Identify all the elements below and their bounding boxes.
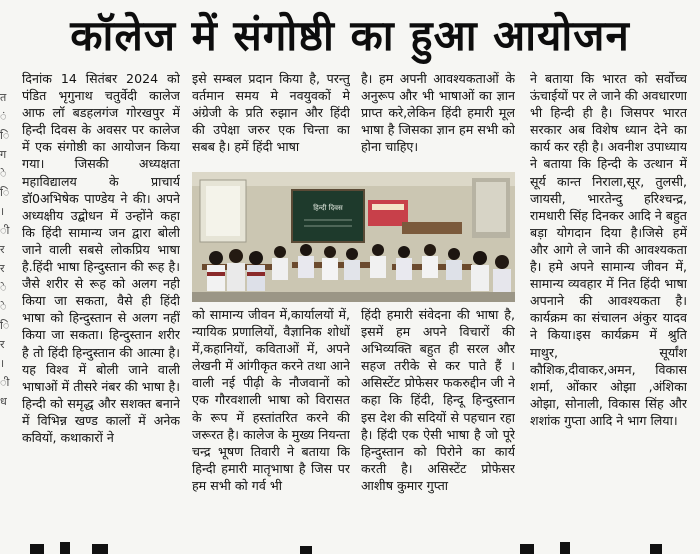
next-headline-cutoff [0, 538, 700, 554]
event-photo [192, 172, 515, 302]
article-column-2-top: इसे सम्बल प्रदान किया है, परन्तु वर्तमान समय मे नवयुवकों मे अंग्रेजी के प्रति रुझान और हिंदी की उपेक्षा जरुर एक चिन्ता का सबब है। हमें हिंदी भाषा [192, 71, 350, 155]
board-text: हिन्दी दिवस [313, 204, 343, 212]
article-column-3-top: है। हम अपनी आवश्यकताओं के अनुरूप और भी भाषाओं का ज्ञान प्राप्त करे,लेकिन हिंदी हमारी मूल भाषा है जिसका ज्ञान हम सभी को होना चाहिए। [361, 71, 515, 155]
adjacent-article-fragment: त ं ि ग े ि । ी र र े े ि र । ी ध [0, 91, 10, 408]
article-column-3-bottom: हिंदी हमारी संवेदना की भाषा है, इसमें हम अपने विचारों की अभिव्यक्ति बहुत ही सरल और सहज तरीके से कर पाते हैं । असिस्टेंट प्रोफेसर फकरुद्दीन जी ने कहा कि हिंदी, हिन्दू हिन्दुस्तान इस देश की सदियों से पहचान रहा है। हिंदी एक ऐसी भाषा है जो पूरे हिन्दुस्तान को पिरोने का कार्य करती है। असिस्टेंट प्रोफेसर आशीष कुमार गुप्ता [361, 307, 515, 493]
headline: कॉलेज में संगोष्ठी का हुआ आयोजन [70, 11, 630, 60]
article-column-1: दिनांक 14 सितंबर 2024 को पंडित भृगुनाथ चतुर्वेदी कालेज आफ लॉ बडहलगंज गोरखपुर में हिन्दी दिवस के अवसर पर कालेज में एक संगोष्ठी का आयोजन किया गया। जिसकी अध्यक्षता महाविद्यालय के प्राचार्य डॉ0अभिषेक पाण्डेय ने की। अपने अध्यक्षीय उद्बोधन में उन्होंने कहा कि हिंदी सामान्य जन द्वारा बोली जाने वाली सबसे लोकप्रिय भाषा है.हिंदी भाषा हिन्दुस्तान की रूह है। जैसे शरीर से रूह को अलग नही किया जा सकता, वैसे ही हिंदी भाषा को हिन्दुस्तान से अलग नहीं किया जा सकता। हिन्दुस्तान शरीर है तो हिंदी हिन्दुस्तान की आत्मा है।यह विश्व में बोली जाने वाली भाषाओं में तीसरे नंबर की भाषा है। हिन्दी को समृद्ध और सशक्त बनाने में विभिन्न खण्ड कालों में अनेक कवियों, कथाकारों ने [22, 71, 180, 445]
article-column-4: ने बताया कि भारत को सर्वोच्च ऊंचाईयों पर ले जाने की अवधारणा भी हिन्दी ही है। जिसपर भारत सरकार अब विशेष ध्यान देने का कार्य कर रही है। अवनीश उपाध्याय ने बताया कि हिन्दी के उत्थान में सूर्य कान्त निराला,सूर, तुलसी, जायसी, भारतेन्दु हरिश्चन्द्र, रामधारी सिंह दिनकर आदि ने बहुत बड़ा योगदान दिया है।जिसे हमें और आगे ले जाने की आवश्यकता है। हमे अपने सामान्य जीवन में, सामान्य व्यवहार में नित हिंदी भाषा अपनाने की आवश्यकता है। कार्यक्रम का संचालन अंकुर यादव ने किया।इस कार्यक्रम में श्रुति माथुर, सूर्यांश कौशिक,दीवाकर,अमन, विकास शर्मा, ओंकार ओझा ,अंशिका ओझा, सोनाली, विकास सिंह और शशांक गुप्ता आदि ने भाग लिया। [530, 71, 687, 428]
article-column-2-bottom: को सामान्य जीवन में,कार्यालयों में, न्यायिक प्रणालियों, वैज्ञानिक शोधों में,कहानियों, कविताओं में, अपने लेखनी में आंगीकृत करने तथा आने वाली नई पीढ़ी के नौजवानों को एक गौरवशाली भाषा को विरासत के रूप में हस्तांतरित करने की जरूरत है। कालेज के मुख्य नियन्ता चन्द्र भूषण तिवारी ने बताया कि हिन्दी हमारी मातृभाषा है जिस पर हम सभी को गर्व भी [192, 307, 350, 493]
